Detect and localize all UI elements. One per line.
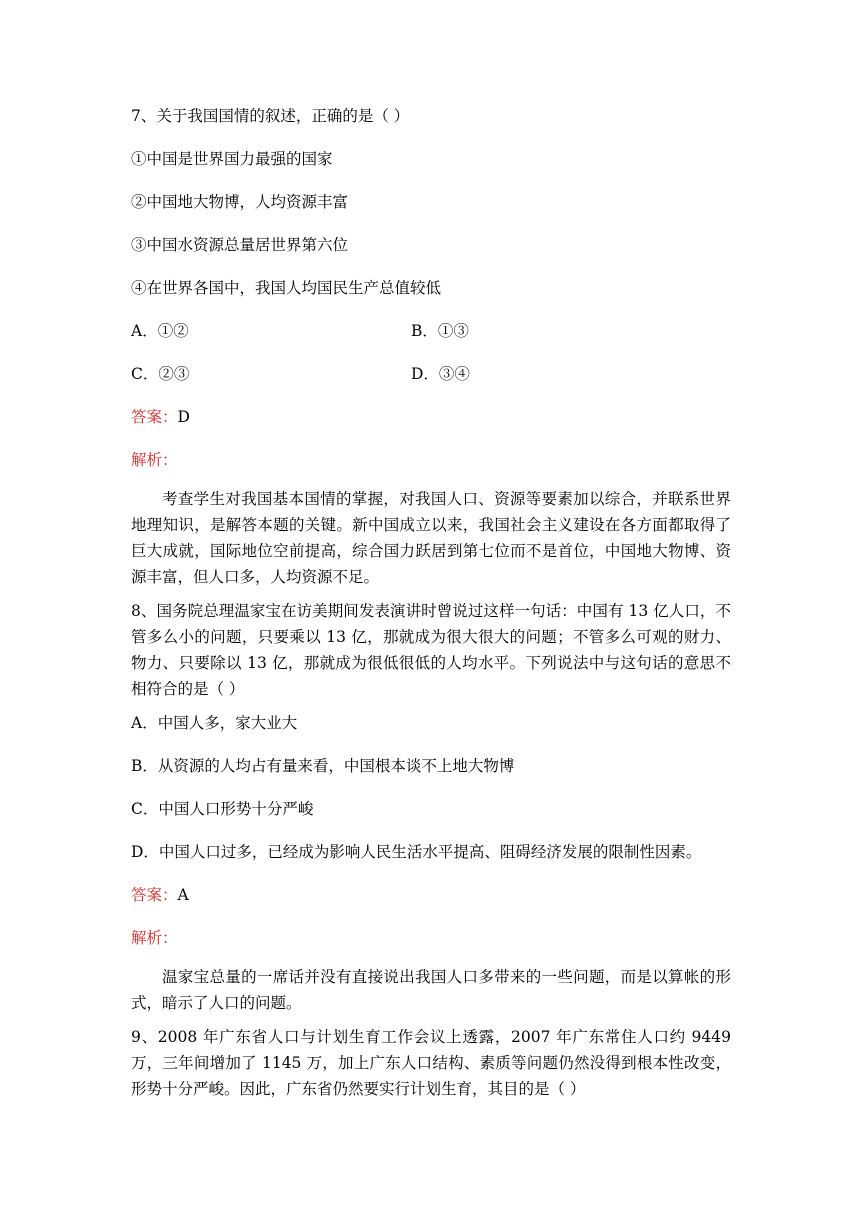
q8-option-c: C．中国人口形势十分严峻: [131, 800, 314, 818]
q7-analysis-label: 解析：: [131, 451, 178, 469]
q9-stem: [131, 1024, 731, 1102]
q8-answer: [131, 885, 189, 905]
q7-option-b: B．①③: [411, 322, 469, 340]
q7-option-c: C．②③: [131, 365, 190, 383]
q9-stem-text: 9、2008 年广东省人口与计划生育工作会议上透露，2007 年广东常住人口约 9449 万，三年间增加了 1145 万，加上广东人口结构、素质等问题仍然没得到根本性改变，形势十分严峻。因此，广东省仍然要实行计划生育，其目的是（ ）: [131, 1028, 731, 1098]
q8-answer-value: A: [177, 886, 189, 904]
q7-stem: 7、关于我国国情的叙述，正确的是（ ）: [131, 107, 410, 125]
q7-item-3: ③中国水资源总量居世界第六位: [131, 236, 349, 254]
q7-item-4: ④在世界各国中，我国人均国民生产总值较低: [131, 279, 442, 297]
q8-option-d: D．中国人口过多，已经成为影响人民生活水平提高、阻碍经济发展的限制性因素。: [131, 843, 702, 861]
q8-analysis-paragraph: 温家宝总量的一席话并没有直接说出我国人口多带来的一些问题，而是以算帐的形式，暗示了人口的问题。: [131, 968, 731, 1012]
q7-answer-label: 答案：: [131, 408, 178, 426]
q7-analysis-paragraph: 考查学生对我国基本国情的掌握，对我国人口、资源等要素加以综合，并联系世界地理知识，是解答本题的关键。新中国成立以来，我国社会主义建设在各方面都取得了巨大成就，国际地位空前提高，综合国力跃居到第七位而不是首位，中国地大物博、资源丰富，但人口多，人均资源不足。: [131, 490, 731, 586]
q8-analysis-text: [131, 964, 731, 1016]
q7-item-1: ①中国是世界国力最强的国家: [131, 150, 333, 168]
q8-stem: [131, 598, 731, 702]
q7-option-d: D．③④: [411, 365, 470, 383]
q8-stem-text: 8、国务院总理温家宝在访美期间发表演讲时曾说过这样一句话：中国有 13 亿人口，不管多么小的问题，只要乘以 13 亿，那就成为很大很大的问题；不管多么可观的财力、物力、只要除以 13 亿，那就成为很低很低的人均水平。下列说法中与这句话的意思不相符合的是（ ）: [131, 602, 731, 698]
q7-option-a: A．①②: [131, 322, 189, 340]
q7-answer-value: D: [177, 408, 190, 426]
q7-answer: [131, 407, 190, 427]
q8-option-a: A．中国人多，家大业大: [131, 714, 298, 732]
q7-analysis-text: [131, 486, 731, 590]
q8-answer-label: 答案：: [131, 886, 178, 904]
q8-option-b: B．从资源的人均占有量来看，中国根本谈不上地大物博: [131, 757, 515, 775]
q8-analysis-label: 解析：: [131, 929, 178, 947]
q7-item-2: ②中国地大物博，人均资源丰富: [131, 193, 349, 211]
